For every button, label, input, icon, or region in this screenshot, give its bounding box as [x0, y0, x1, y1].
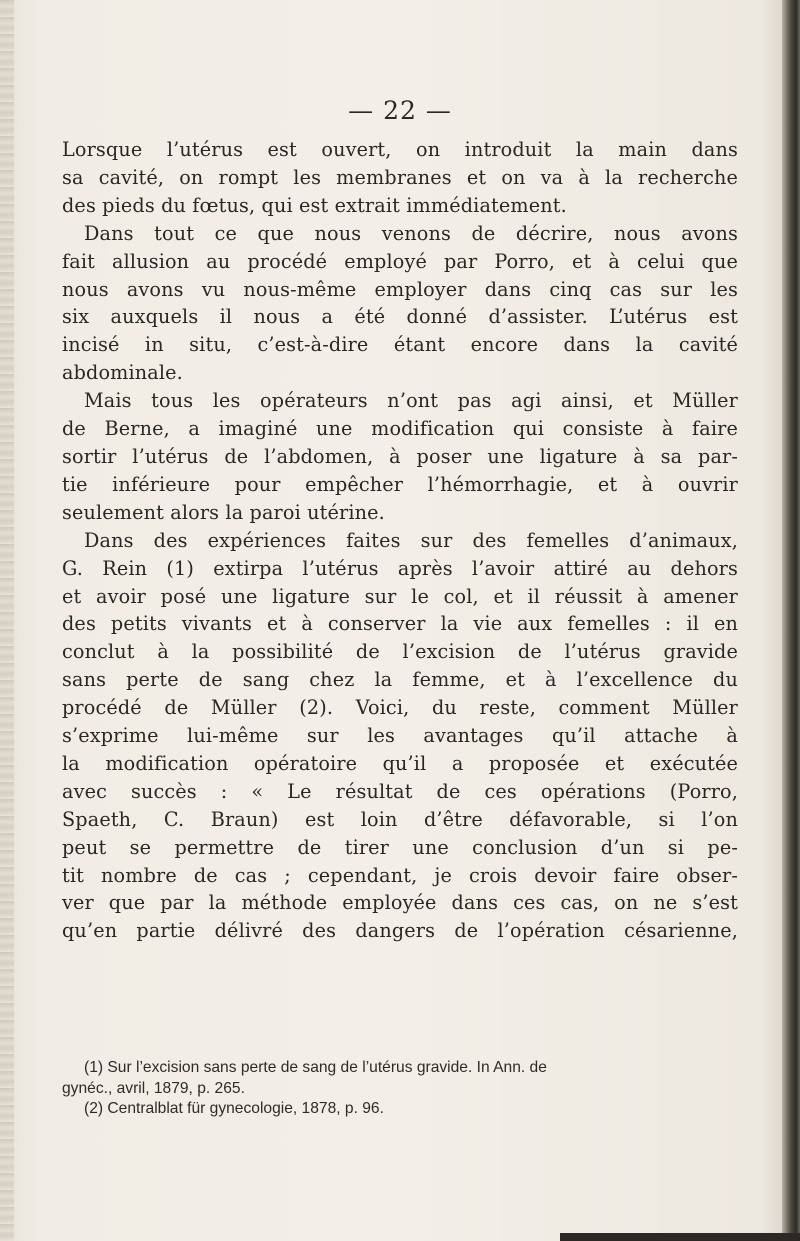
body-line: procédé de Müller (2). Voici, du reste, comment Müller	[62, 696, 738, 720]
footnote: (2) Centralblat für gynecologie, 1878, p. 96.	[84, 1100, 384, 1117]
body-line: la modification opératoire qu’il a proposée et exécutée	[62, 751, 738, 775]
footnote-continuation: gynéc., avril, 1879, p. 265.	[62, 1079, 245, 1097]
body-line: Dans des expériences faites sur des femelles d’animaux,	[84, 528, 738, 552]
footnote: (1) Sur l’excision sans perte de sang de l’utérus gravide. In Ann. de	[84, 1059, 547, 1076]
body-line: ver que par la méthode employée dans ces cas, on ne s’est	[62, 891, 738, 915]
body-line: Lorsque l’utérus est ouvert, on introduit la main dans	[62, 138, 738, 161]
body-line: peut se permettre de tirer une conclusion d’un si pe-	[62, 835, 738, 859]
book-spine-shadow	[782, 0, 800, 1241]
body-line: des petits vivants et à conserver la vie aux femelles : il en	[62, 612, 738, 636]
body-line: sa cavité, on rompt les membranes et on va à la recherche	[62, 165, 738, 189]
body-line: de Berne, a imaginé une modification qui consiste à faire	[62, 417, 738, 441]
body-line: avec succès : « Le résultat de ces opérations (Porro,	[62, 779, 738, 803]
body-line: s’exprime lui-même sur les avantages qu’il attache à	[62, 724, 738, 748]
body-line: incisé in situ, c’est-à-dire étant encore dans la cavité	[62, 333, 738, 357]
bottom-edge-shadow	[560, 1233, 800, 1241]
body-line: G. Rein (1) extirpa l’utérus après l’avoir attiré au dehors	[62, 556, 738, 580]
footnotes	[62, 1058, 738, 1120]
body-line: tit nombre de cas ; cependant, je crois devoir faire obser-	[62, 863, 738, 887]
body-line: sans perte de sang chez la femme, et à l’excellence du	[62, 668, 738, 692]
body-line: fait allusion au procédé employé par Porro, et à celui que	[62, 249, 738, 273]
body-line: qu’en partie délivré des dangers de l’opération césarienne,	[62, 919, 738, 943]
body-line: abdominale.	[62, 361, 183, 385]
body-text	[62, 136, 738, 945]
body-line: des pieds du fœtus, qui est extrait immédiatement.	[62, 193, 567, 217]
page-number: — 22 —	[348, 96, 452, 125]
body-line: tie inférieure pour empêcher l’hémorrhagie, et à ouvrir	[62, 472, 738, 496]
body-line: Dans tout ce que nous venons de décrire, nous avons	[84, 221, 738, 245]
body-line: Mais tous les opérateurs n’ont pas agi ainsi, et Müller	[84, 389, 738, 413]
body-line: sortir l’utérus de l’abdomen, à poser une ligature à sa par-	[62, 444, 738, 468]
body-line: nous avons vu nous-même employer dans cinq cas sur les	[62, 277, 738, 301]
body-line: seulement alors la paroi utérine.	[62, 500, 385, 524]
body-line: six auxquels il nous a été donné d’assister. L’utérus est	[62, 305, 738, 329]
page-left-edge	[0, 0, 14, 1241]
body-line: Spaeth, C. Braun) est loin d’être défavorable, si l’on	[62, 807, 738, 831]
body-line: et avoir posé une ligature sur le col, et il réussit à amener	[62, 584, 738, 608]
body-line: conclut à la possibilité de l’excision de l’utérus gravide	[62, 640, 738, 664]
